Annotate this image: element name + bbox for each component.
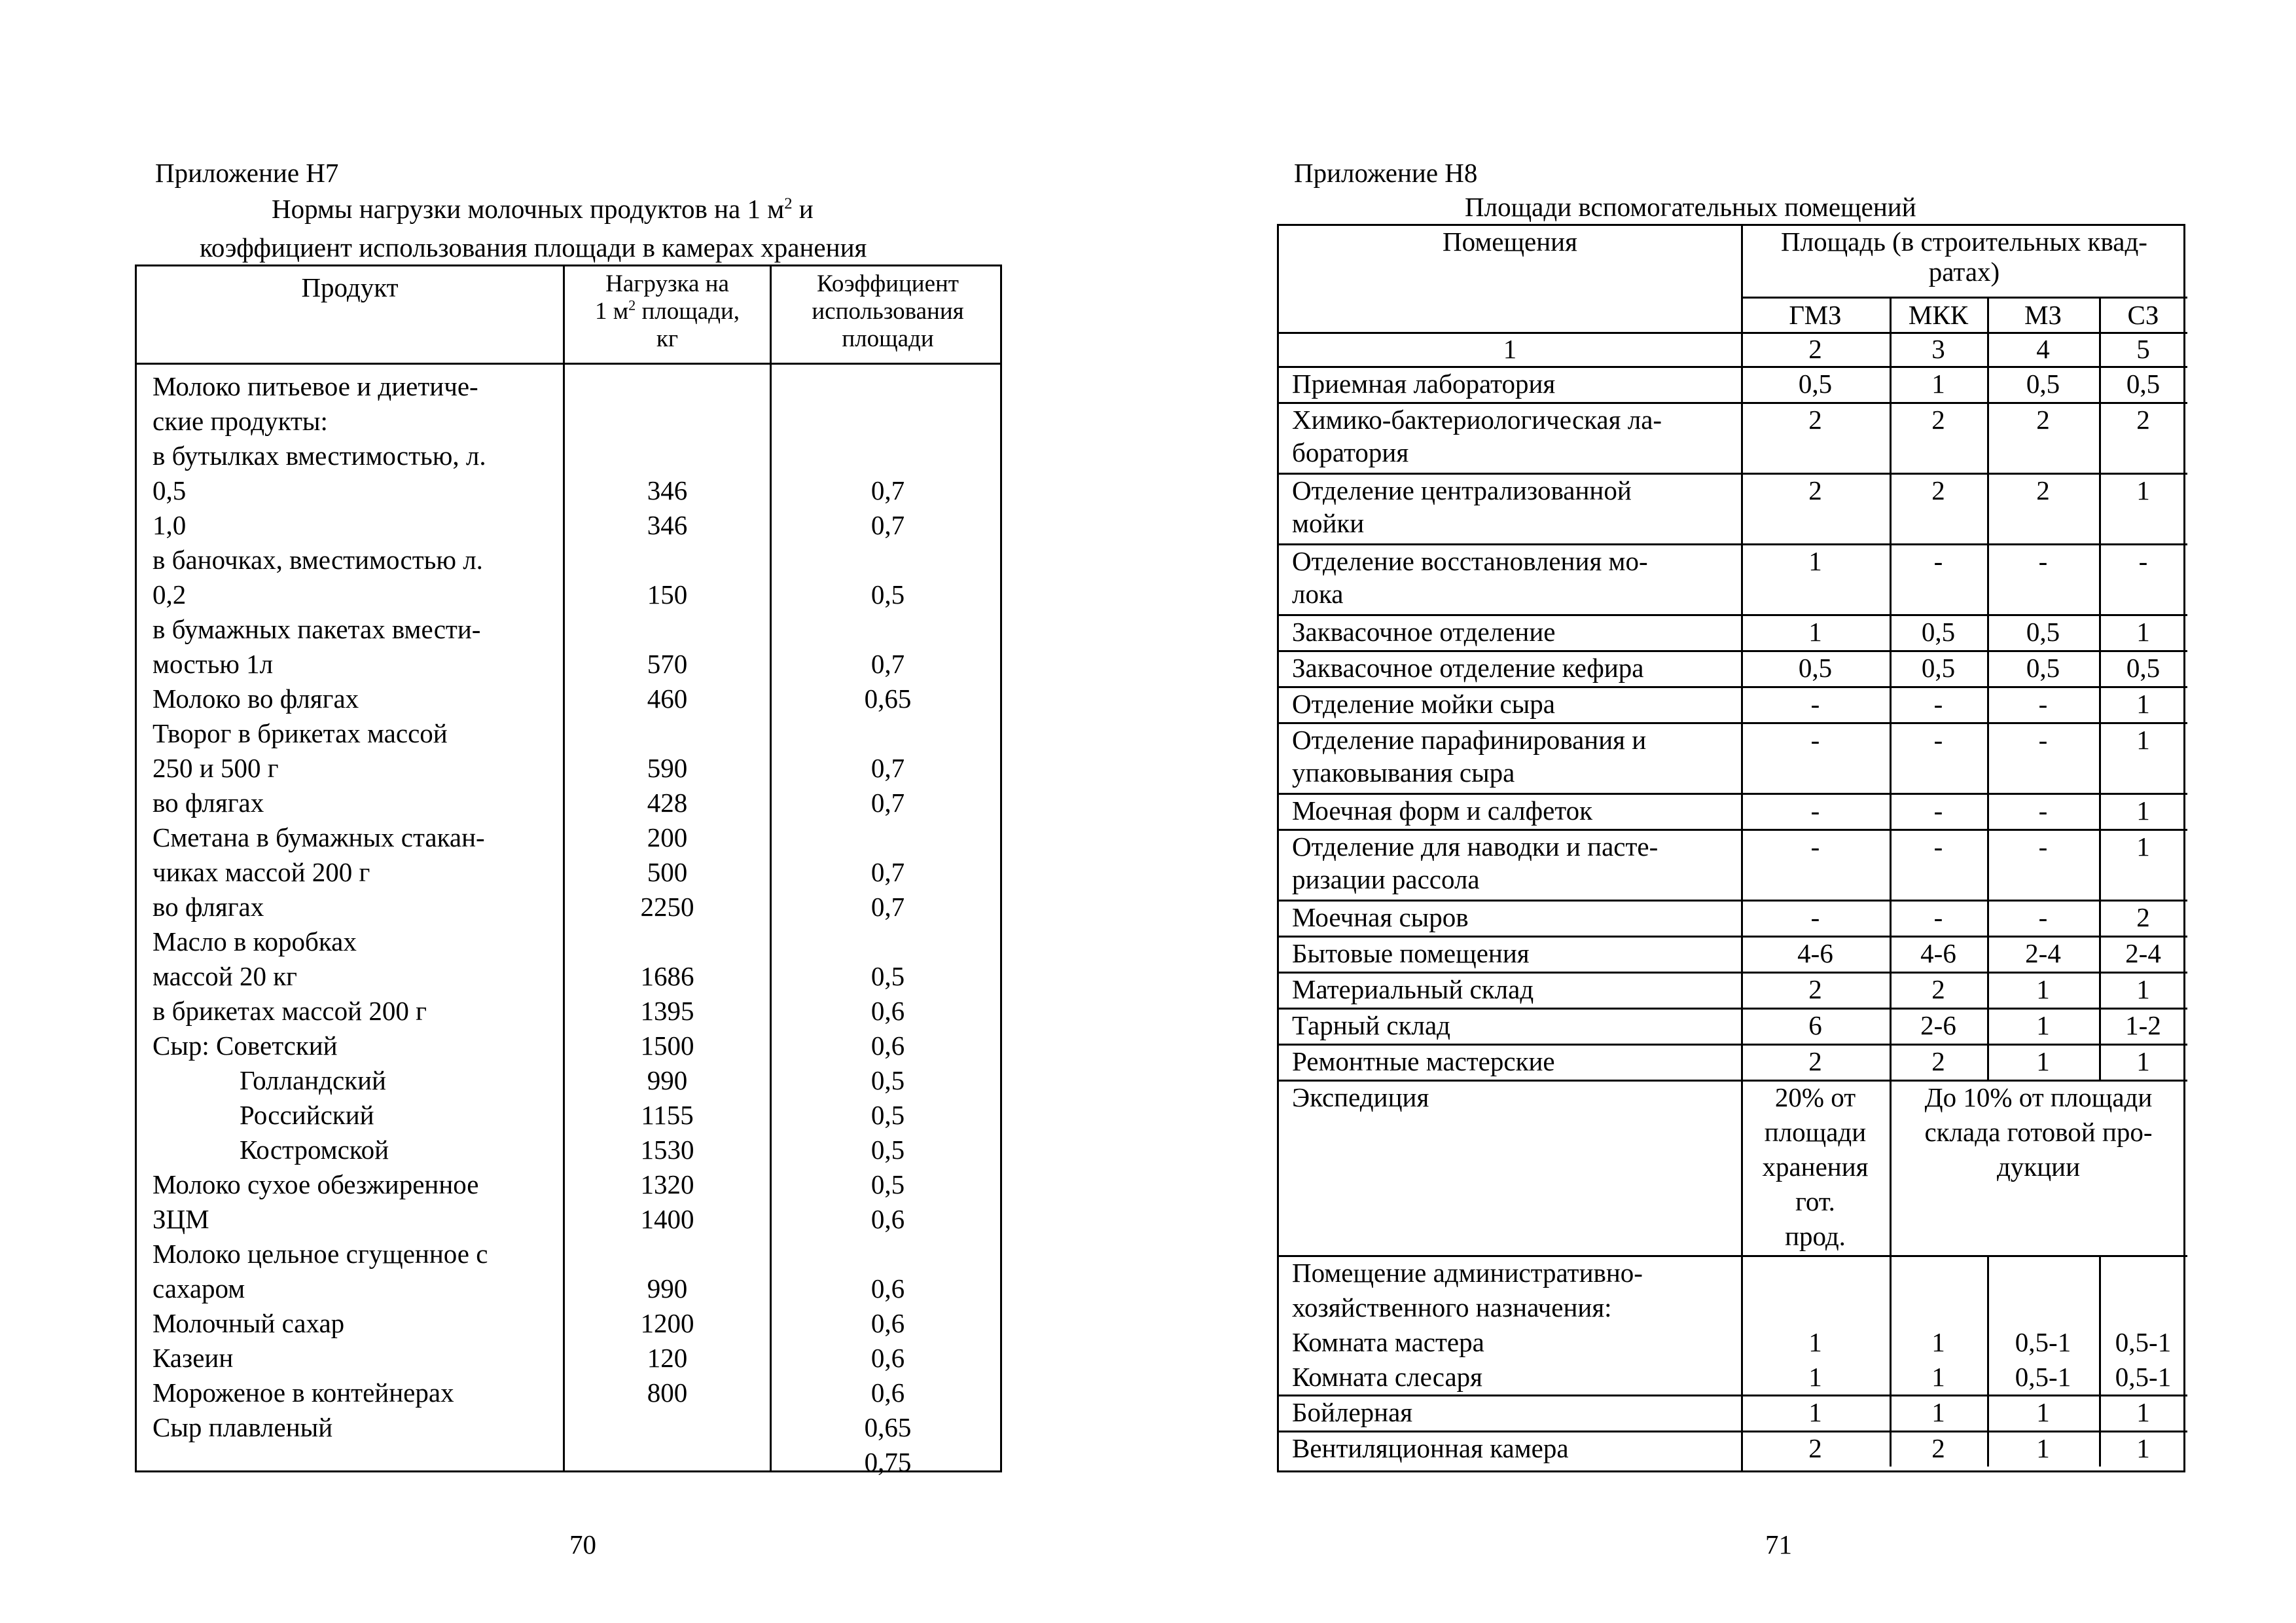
h8-room-name: Отделение парафинирования и [1292, 725, 1647, 755]
h7-load-cell: 460 [647, 684, 688, 714]
h8-value-cell: 2 [2036, 475, 2050, 505]
h8-value-cell: 1 [2036, 1397, 2050, 1427]
h7-load-cell: 990 [647, 1065, 688, 1095]
h8-value-cell: - [2038, 902, 2048, 932]
h7-product-cell: Мороженое в контейнерах [152, 1377, 454, 1408]
h8-value-cell: 0,5 [1921, 653, 1956, 683]
h7-header-coef: Коэффициент использования площади [812, 270, 964, 352]
h7-product-cell: во флягах [152, 788, 264, 818]
h7-load-cell: 1686 [640, 961, 694, 991]
h8-value-cell: - [2038, 795, 2048, 826]
h8-header-col: СЗ [2127, 300, 2159, 330]
h8-value-cell: 2 [1808, 974, 1822, 1004]
h8-value-cell: 1 [1808, 1362, 1822, 1392]
h8-value-cell: 0,5-1 [2115, 1327, 2172, 1357]
h7-product-cell: 250 и 500 г [152, 753, 279, 783]
h8-value-cell: - [1933, 831, 1943, 862]
h8-room-name: Ремонтные мастерские [1292, 1046, 1555, 1076]
h8-value-cell: 1 [2036, 974, 2050, 1004]
h7-product-cell: Сыр плавленый [152, 1412, 333, 1442]
h8-value-cell: 1 [2136, 475, 2150, 505]
h8-admin-room: Комната мастера [1292, 1327, 1484, 1357]
h7-product-cell: в брикетах массой 200 г [152, 996, 427, 1026]
h8-header-rooms: Помещения [1443, 227, 1577, 257]
h7-coef-cell: 0,7 [870, 753, 905, 783]
h8-value-cell: 1 [2136, 689, 2150, 719]
h8-header-area-l2: ратах) [1928, 257, 2000, 287]
h8-room-name: упаковывания сыра [1292, 757, 1515, 788]
h7-coef-cell: 0,5 [870, 1169, 905, 1199]
h7-product-cell: ЗЦМ [152, 1204, 209, 1234]
page-number-right: 71 [1765, 1529, 1792, 1559]
h7-coef-cell: 0,65 [864, 1412, 912, 1442]
h7-product-cell: мостью 1л [152, 649, 274, 679]
h8-room-name: Моечная сыров [1292, 902, 1469, 932]
h8-room-name: Тарный склад [1292, 1010, 1451, 1040]
h7-coef-cell: 0,75 [864, 1447, 912, 1477]
h8-value-cell: 2 [1931, 1433, 1945, 1463]
h7-load-cell: 500 [647, 857, 688, 887]
h8-value-cell: 0,5-1 [2015, 1327, 2072, 1357]
h8-value-cell: 1 [1808, 617, 1822, 647]
h8-value-cell: - [1810, 725, 1820, 755]
h8-value-cell: 0,5 [1921, 617, 1956, 647]
h8-value-cell: - [1933, 689, 1943, 719]
h7-coef-cell: 0,6 [870, 1204, 905, 1234]
h8-value-cell: 2-6 [1920, 1010, 1956, 1040]
h7-load-cell: 428 [647, 788, 688, 818]
h7-coef-cell: 0,5 [870, 1065, 905, 1095]
h8-value-cell: - [2138, 546, 2148, 576]
h8-header-num: 4 [2036, 334, 2050, 364]
h7-coef-cell: 0,7 [870, 510, 905, 540]
h7-coef-cell: 0,6 [870, 1030, 905, 1061]
h8-value-cell: 2 [2136, 405, 2150, 435]
h8-value-cell: 2 [1931, 405, 1945, 435]
appendix-h8-label: Приложение Н8 [1294, 158, 1478, 188]
h8-value-cell: 1 [2136, 831, 2150, 862]
h8-expedition-rest: склада готовой про- [1924, 1117, 2153, 1147]
h8-title: Площади вспомогательных помещений [1465, 192, 1916, 222]
h8-value-cell: - [1933, 546, 1943, 576]
h8-value-cell: 1 [2136, 974, 2150, 1004]
h7-product-cell: массой 20 кг [152, 961, 297, 991]
h8-value-cell: 1 [1931, 369, 1945, 399]
h8-header-col: МКК [1908, 300, 1969, 330]
h8-value-cell: 0,5-1 [2115, 1362, 2172, 1392]
h8-room-name: ризации рассола [1292, 864, 1480, 894]
h7-product-cell: Сметана в бумажных стакан- [152, 822, 485, 852]
h8-value-cell: 2 [1808, 1046, 1822, 1076]
h8-room-name: боратория [1292, 437, 1409, 467]
h8-header-num: 1 [1503, 334, 1517, 364]
h8-expedition-name: Экспедиция [1292, 1082, 1429, 1112]
h8-value-cell: 1 [2136, 725, 2150, 755]
h7-coef-cell: 0,7 [870, 892, 905, 922]
h8-value-cell: 6 [1808, 1010, 1822, 1040]
h7-product-cell: Масло в коробках [152, 926, 357, 957]
h8-value-cell: 1 [1931, 1397, 1945, 1427]
h8-room-name: мойки [1292, 508, 1365, 538]
h7-coef-cell: 0,5 [870, 961, 905, 991]
h8-room-name: Моечная форм и салфеток [1292, 795, 1593, 826]
h8-value-cell: - [2038, 725, 2048, 755]
h7-coef-cell: 0,6 [870, 1377, 905, 1408]
h8-value-cell: - [1810, 795, 1820, 826]
h8-room-name: Приемная лаборатория [1292, 369, 1556, 399]
h8-value-cell: 0,5 [1798, 369, 1833, 399]
h7-coef-cell: 0,6 [870, 996, 905, 1026]
h8-expedition-gmz: прод. [1785, 1221, 1846, 1251]
appendix-h7-label: Приложение Н7 [155, 158, 339, 188]
h8-expedition-rest: До 10% от площади [1924, 1082, 2153, 1112]
h7-coef-cell: 0,65 [864, 684, 912, 714]
h8-value-cell: 1 [2136, 795, 2150, 826]
h7-load-cell: 1155 [641, 1100, 694, 1130]
h7-product-cell: Молоко питьевое и диетиче- [152, 371, 478, 401]
h8-value-cell: 4-6 [1920, 938, 1956, 968]
h7-load-cell: 590 [647, 753, 688, 783]
h7-product-cell: 0,5 [152, 475, 187, 505]
h8-value-cell: 1-2 [2125, 1010, 2161, 1040]
h8-room-name: Вентиляционная камера [1292, 1433, 1569, 1463]
h8-room-name: Бойлерная [1292, 1397, 1413, 1427]
page-number-left: 70 [569, 1529, 596, 1559]
h8-room-name: Химико-бактериологическая ла- [1292, 405, 1662, 435]
h8-value-cell: 1 [2036, 1433, 2050, 1463]
h7-product-cell: сахаром [152, 1273, 245, 1304]
h8-value-cell: 1 [2036, 1046, 2050, 1076]
h7-coef-cell: 0,5 [870, 579, 905, 610]
h8-header-num: 5 [2136, 334, 2150, 364]
h7-product-cell: Казеин [152, 1343, 234, 1373]
h8-room-name: Заквасочное отделение [1292, 617, 1556, 647]
h7-load-cell: 1200 [640, 1308, 694, 1338]
h8-value-cell: 2 [1931, 974, 1945, 1004]
h8-value-cell: 1 [2136, 617, 2150, 647]
h7-product-cell: во флягах [152, 892, 264, 922]
h7-load-cell: 800 [647, 1377, 688, 1408]
h8-header-num: 3 [1931, 334, 1945, 364]
h8-value-cell: 2-4 [2025, 938, 2061, 968]
h8-value-cell: - [1810, 902, 1820, 932]
h8-header-col: МЗ [2024, 300, 2062, 330]
h8-value-cell: 2 [1931, 1046, 1945, 1076]
h7-load-cell: 200 [647, 822, 688, 852]
h7-load-cell: 1320 [640, 1169, 694, 1199]
h8-expedition-rest: дукции [1996, 1152, 2081, 1182]
h8-value-cell: 2 [2036, 405, 2050, 435]
h8-value-cell: - [2038, 831, 2048, 862]
h8-value-cell: 1 [2136, 1397, 2150, 1427]
h7-product-cell: в баночках, вместимостью л. [152, 545, 483, 575]
h7-load-cell: 150 [647, 579, 688, 610]
h8-admin-name: хозяйственного назначения: [1292, 1292, 1612, 1322]
h8-value-cell: 1 [1931, 1362, 1945, 1392]
h7-load-cell: 346 [647, 475, 688, 505]
h7-product-cell: 1,0 [152, 510, 187, 540]
h7-title-line1: Нормы нагрузки молочных продуктов на 1 $м^2$ и [272, 194, 814, 224]
h8-value-cell: 1 [1808, 1327, 1822, 1357]
h8-expedition-gmz: 20% от [1774, 1082, 1856, 1112]
h8-room-name: Заквасочное отделение кефира [1292, 653, 1644, 683]
h8-value-cell: 1 [2136, 1046, 2150, 1076]
h8-admin-room: Комната слесаря [1292, 1362, 1483, 1392]
h7-load-cell: 2250 [640, 892, 694, 922]
h7-product-cell: Молоко во флягах [152, 684, 359, 714]
h8-value-cell: 0,5 [1798, 653, 1833, 683]
h7-product-cell: Молоко сухое обезжиренное [152, 1169, 479, 1199]
h8-value-cell: - [1933, 725, 1943, 755]
h8-expedition-gmz: хранения [1762, 1152, 1869, 1182]
h8-value-cell: - [1810, 689, 1820, 719]
h7-product-cell: 0,2 [152, 579, 187, 610]
h8-value-cell: 4-6 [1797, 938, 1833, 968]
h8-room-name: Отделение восстановления мо- [1292, 546, 1648, 576]
h8-expedition-gmz: площади [1764, 1117, 1867, 1147]
h8-value-cell: 1 [1931, 1327, 1945, 1357]
h7-coef-cell: 0,7 [870, 649, 905, 679]
h7-load-cell: 120 [647, 1343, 688, 1373]
h8-value-cell: 0,5 [2126, 369, 2161, 399]
h7-load-cell: 990 [647, 1273, 688, 1304]
h8-value-cell: 0,5-1 [2015, 1362, 2072, 1392]
h8-room-name: Отделение мойки сыра [1292, 689, 1555, 719]
h8-value-cell: 2-4 [2125, 938, 2161, 968]
h7-load-cell: 346 [647, 510, 688, 540]
h7-product-cell: Сыр: Советский [152, 1030, 338, 1061]
h8-value-cell: 2 [2136, 902, 2150, 932]
h8-value-cell: 0,5 [2026, 653, 2060, 683]
h8-value-cell: 1 [2036, 1010, 2050, 1040]
h8-value-cell: 2 [1808, 405, 1822, 435]
h7-load-cell: 1530 [640, 1135, 694, 1165]
h8-value-cell: 2 [1808, 1433, 1822, 1463]
h7-product-cell: ские продукты: [152, 406, 328, 436]
h7-coef-cell: 0,6 [870, 1273, 905, 1304]
h7-load-cell: 1500 [640, 1030, 694, 1061]
h8-header-area-l1: Площадь (в строительных квад- [1781, 227, 2147, 257]
h7-product-cell: Молоко цельное сгущенное с [152, 1239, 488, 1269]
h7-coef-cell: 0,5 [870, 1100, 905, 1130]
h8-expedition-gmz: гот. [1795, 1186, 1835, 1216]
h7-product-cell: чиках массой 200 г [152, 857, 370, 887]
h8-value-cell: - [1933, 902, 1943, 932]
h7-title-line2: коэффициент использования площади в камерах хранения [200, 232, 867, 263]
h8-value-cell: 1 [1808, 1397, 1822, 1427]
h8-value-cell: 2 [1931, 475, 1945, 505]
h8-room-name: лока [1292, 579, 1344, 609]
h8-room-name: Отделение централизованной [1292, 475, 1632, 505]
h7-table [135, 264, 1002, 1477]
h7-header-product: Продукт [301, 272, 399, 302]
h7-coef-cell: 0,5 [870, 1135, 905, 1165]
h8-value-cell: - [1810, 831, 1820, 862]
h7-coef-cell: 0,7 [870, 475, 905, 505]
h8-room-name: Бытовые помещения [1292, 938, 1530, 968]
h7-load-cell: 570 [647, 649, 688, 679]
h8-value-cell: 0,5 [2026, 369, 2060, 399]
h8-value-cell: 1 [1808, 546, 1822, 576]
h7-coef-cell: 0,6 [870, 1343, 905, 1373]
h7-product-cell: Молочный сахар [152, 1308, 345, 1338]
h7-coef-cell: 0,7 [870, 857, 905, 887]
h7-product-cell: Костромской [240, 1135, 389, 1165]
h8-value-cell: - [2038, 546, 2048, 576]
h8-admin-name: Помещение административно- [1292, 1258, 1643, 1288]
h7-header-load: Нагрузка на 1 $м^2$ площади, кг [594, 270, 740, 352]
h7-product-cell: в бумажных пакетах вмести- [152, 614, 481, 644]
h8-value-cell: - [1933, 795, 1943, 826]
h8-room-name: Отделение для наводки и пасте- [1292, 831, 1659, 862]
h8-value-cell: 2 [1808, 475, 1822, 505]
h7-coef-cell: 0,6 [870, 1308, 905, 1338]
h7-product-cell: Российский [240, 1100, 374, 1130]
h7-product-cell: в бутылках вместимостью, л. [152, 441, 486, 471]
h8-room-name: Материальный склад [1292, 974, 1534, 1004]
h8-value-cell: 0,5 [2026, 617, 2060, 647]
h7-product-cell: Голландский [240, 1065, 386, 1095]
h7-product-cell: Творог в брикетах массой [152, 718, 448, 748]
h8-value-cell: - [2038, 689, 2048, 719]
h8-header-num: 2 [1808, 334, 1822, 364]
h8-value-cell: 0,5 [2126, 653, 2161, 683]
h7-load-cell: 1395 [640, 996, 694, 1026]
h8-table [1277, 224, 2185, 1472]
h8-header-col: ГМЗ [1789, 300, 1842, 330]
h8-value-cell: 1 [2136, 1433, 2150, 1463]
h7-load-cell: 1400 [640, 1204, 694, 1234]
h7-coef-cell: 0,7 [870, 788, 905, 818]
